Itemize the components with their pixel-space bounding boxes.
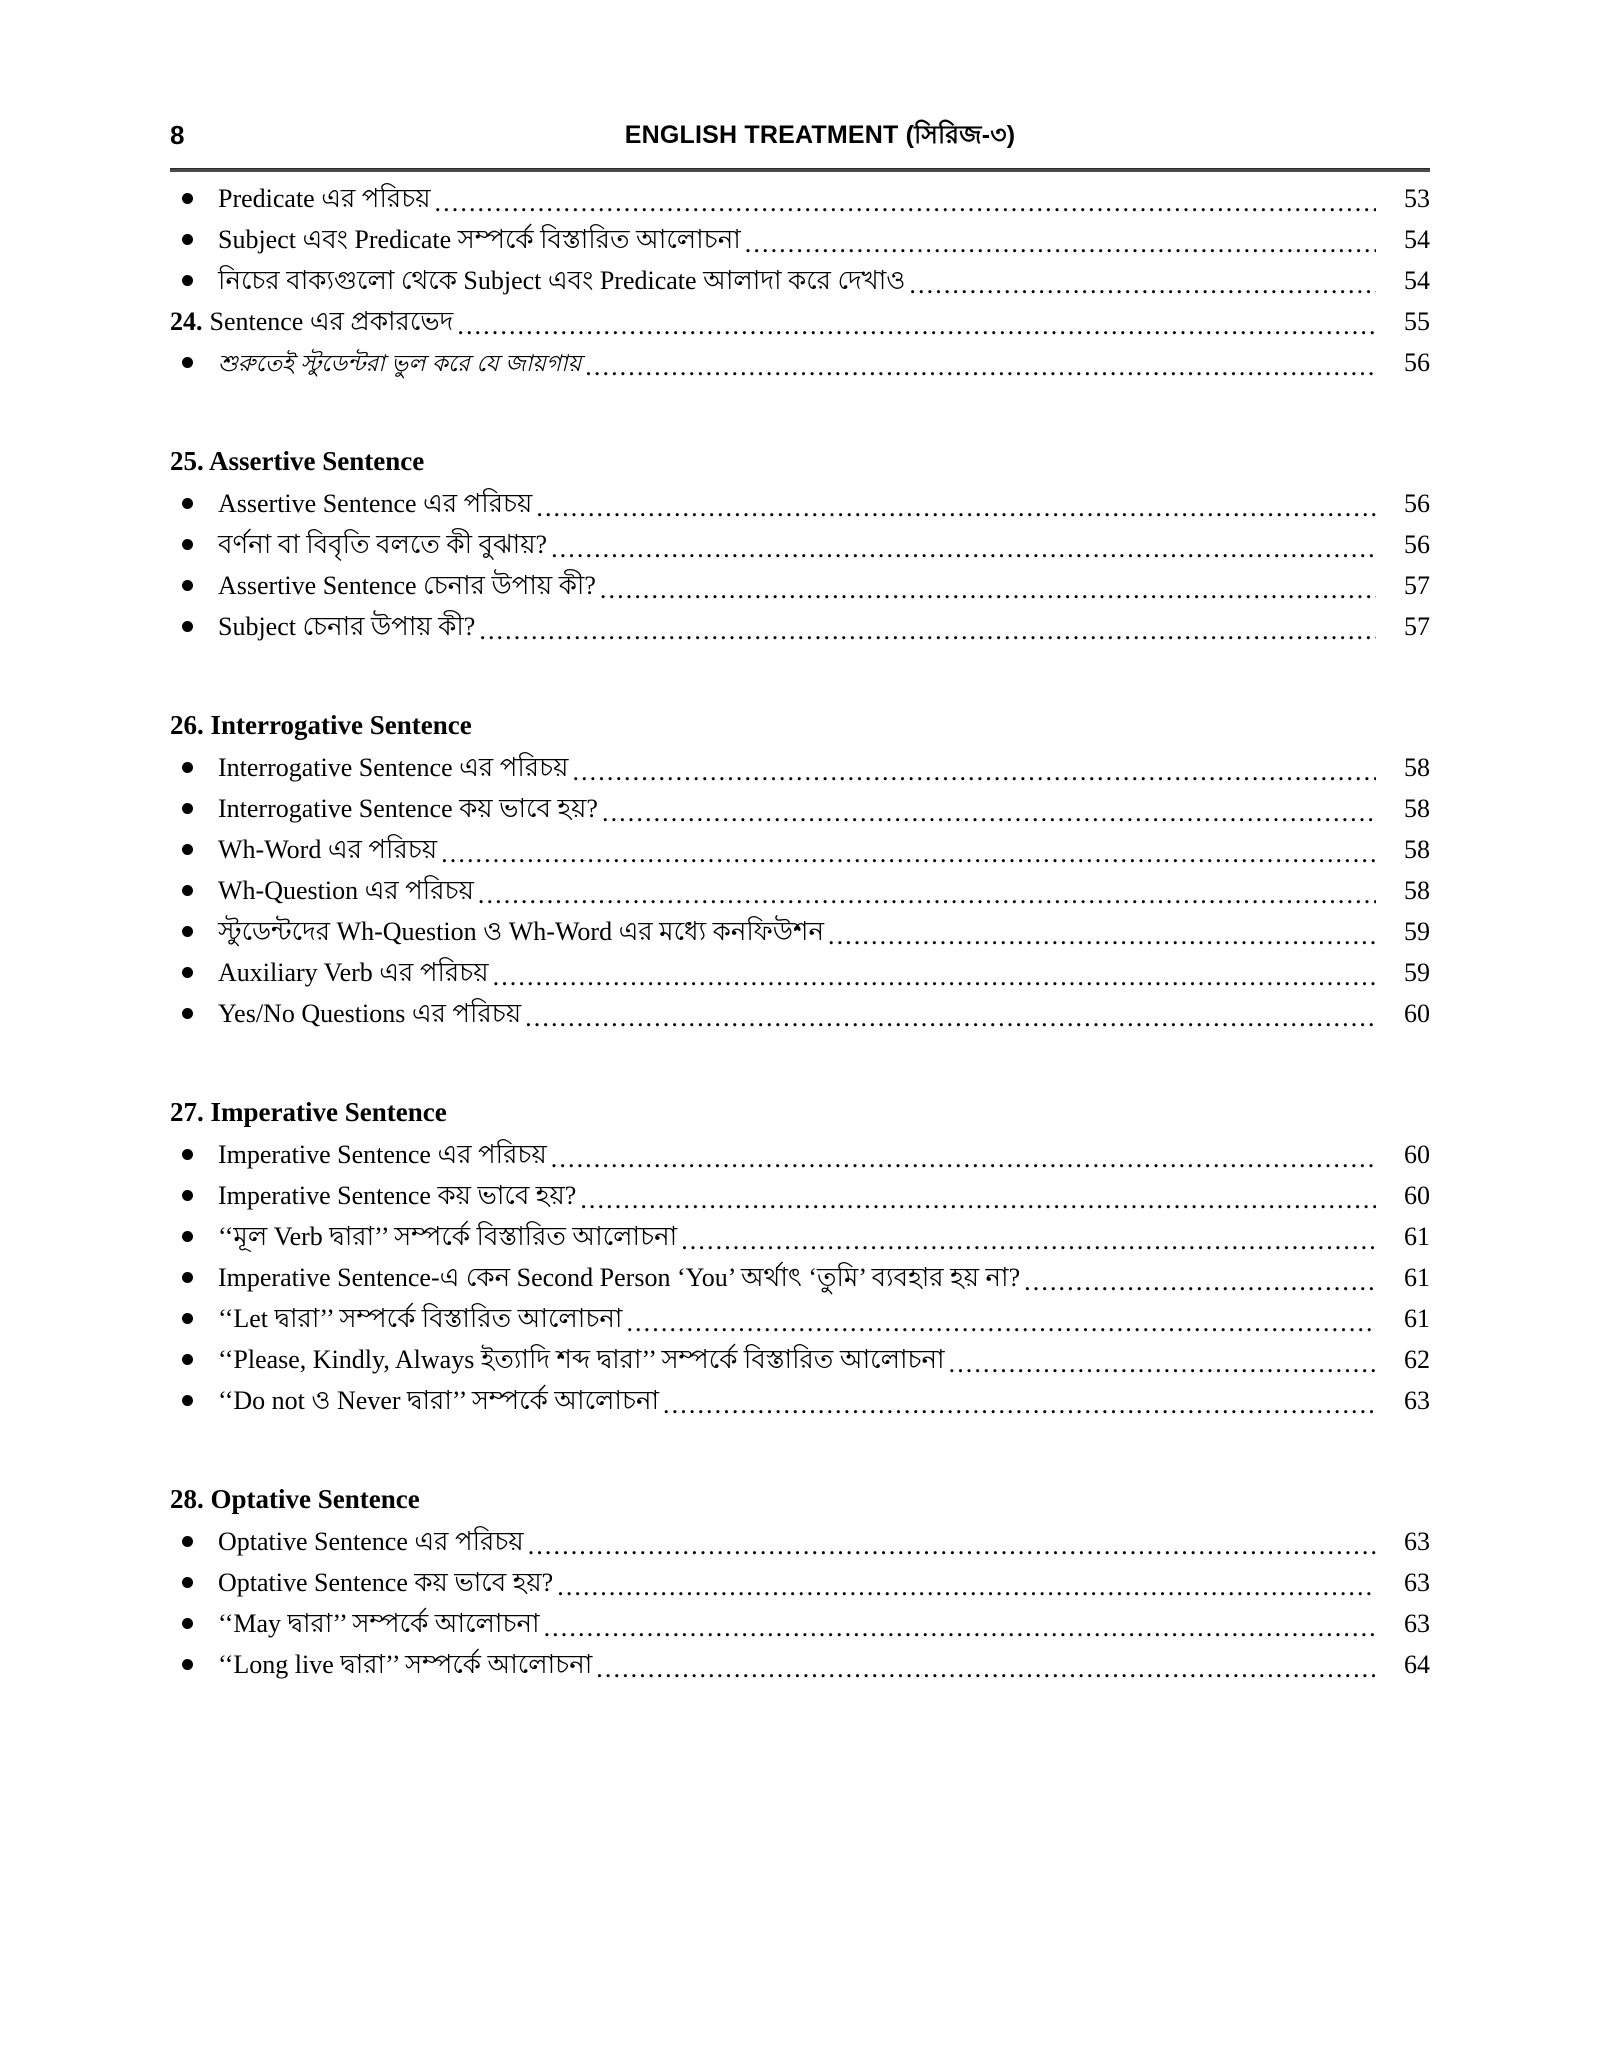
dot-leader <box>525 1002 1376 1028</box>
toc-entry-page-number: 61 <box>1404 1263 1430 1292</box>
bullet-dot-icon <box>170 1386 218 1416</box>
toc-section-heading: 28. Optative Sentence <box>170 1484 420 1514</box>
spacer <box>170 1515 1430 1527</box>
toc-entry[interactable] <box>218 612 1430 642</box>
dot-leader <box>828 920 1376 946</box>
toc-bullet-item[interactable] <box>170 1304 1430 1334</box>
toc-bullet-body <box>218 1386 1430 1416</box>
toc-entry-label: Imperative Sentence এর পরিচয় <box>218 1140 547 1169</box>
dot-leader <box>493 961 1376 987</box>
toc-bullet-item[interactable] <box>170 1609 1430 1639</box>
toc-entry-page-number: 57 <box>1404 612 1430 641</box>
toc-bullet-body <box>218 1140 1430 1170</box>
toc-entry-label: Predicate এর পরিচয় <box>218 184 431 213</box>
toc-bullet-item[interactable] <box>170 958 1430 988</box>
toc-entry[interactable] <box>218 184 1430 214</box>
bullet-dot-icon <box>170 1609 218 1639</box>
toc-entry-label: Assertive Sentence চেনার উপায় কী? <box>218 571 596 600</box>
toc-entry[interactable] <box>218 225 1430 255</box>
dot-leader <box>551 1143 1376 1169</box>
toc-bullet-body <box>218 794 1430 824</box>
toc-entry-page-number: 53 <box>1404 184 1430 213</box>
dot-leader <box>551 533 1376 559</box>
toc-entry-page-number: 63 <box>1404 1609 1430 1638</box>
toc-bullet-body <box>218 266 1430 296</box>
toc-entry-label: Imperative Sentence কয় ভাবে হয়? <box>218 1181 577 1210</box>
toc-bullet-body <box>218 1609 1430 1639</box>
dot-leader <box>596 1653 1376 1679</box>
toc-entry-label: নিচের বাক্যগুলো থেকে Subject এবং Predicate আলাদা করে দেখাও <box>218 266 906 295</box>
toc-entry-label: Interrogative Sentence কয় ভাবে হয়? <box>218 794 598 823</box>
toc-entry-page-number: 62 <box>1404 1345 1430 1374</box>
dot-leader <box>909 269 1376 295</box>
toc-bullet-body <box>218 999 1430 1029</box>
toc-numbered-body <box>210 307 1431 337</box>
toc-bullet-body <box>218 876 1430 906</box>
toc-entry-page-number: 59 <box>1404 958 1430 987</box>
bullet-dot-icon <box>170 1527 218 1557</box>
bullet-dot-icon <box>170 1140 218 1170</box>
toc-entry[interactable] <box>218 1345 1430 1375</box>
toc-bullet-body <box>218 1345 1430 1375</box>
toc-bullet-item[interactable] <box>170 489 1430 519</box>
toc-bullet-item[interactable] <box>170 876 1430 906</box>
toc-bullet-body <box>218 1222 1430 1252</box>
toc-bullet-body <box>218 612 1430 642</box>
toc-entry[interactable] <box>218 1222 1430 1252</box>
toc-entry[interactable] <box>218 489 1430 519</box>
toc-entry-page-number: 61 <box>1404 1304 1430 1333</box>
toc-bullet-body <box>218 1181 1430 1211</box>
toc-entry-label: Wh-Question এর পরিচয় <box>218 876 474 905</box>
toc-entry-page-number: 57 <box>1404 571 1430 600</box>
toc-entry[interactable] <box>218 917 1430 947</box>
toc-entry-label: ‘‘Let দ্বারা’’ সম্পর্কে বিস্তারিত আলোচনা <box>218 1304 623 1333</box>
toc-entry-label: বর্ণনা বা বিবৃতি বলতে কী বুঝায়? <box>218 530 548 559</box>
bullet-dot-icon <box>170 794 218 824</box>
toc-entry-page-number: 56 <box>1404 348 1430 377</box>
spacer <box>170 172 1430 184</box>
bullet-dot-icon <box>170 1263 218 1293</box>
toc-list <box>170 184 1430 1680</box>
toc-entry-label: Yes/No Questions এর পরিচয় <box>218 999 522 1028</box>
bullet-dot-icon <box>170 571 218 601</box>
toc-entry-label: ‘‘মূল Verb দ্বারা’’ সম্পর্কে বিস্তারিত আলোচনা <box>218 1222 678 1251</box>
toc-entry-page-number: 58 <box>1404 753 1430 782</box>
toc-entry-page-number: 60 <box>1404 1181 1430 1210</box>
section-spacer <box>170 1427 1430 1483</box>
toc-bullet-body <box>218 835 1430 865</box>
bullet-dot-icon <box>170 1345 218 1375</box>
dot-leader <box>557 1571 1376 1597</box>
toc-entry-page-number: 64 <box>1404 1650 1430 1679</box>
bullet-dot-icon <box>170 184 218 214</box>
toc-entry-page-number: 58 <box>1404 876 1430 905</box>
dot-leader <box>681 1225 1376 1251</box>
toc-bullet-item[interactable] <box>170 794 1430 824</box>
toc-entry-label: Auxiliary Verb এর পরিচয় <box>218 958 489 987</box>
bullet-dot-icon <box>170 958 218 988</box>
toc-entry[interactable] <box>218 1386 1430 1416</box>
toc-entry[interactable] <box>210 307 1431 337</box>
toc-bullet-item[interactable] <box>170 184 1430 214</box>
toc-bullet-item[interactable] <box>170 571 1430 601</box>
dot-leader <box>536 492 1376 518</box>
toc-entry-label: Interrogative Sentence এর পরিচয় <box>218 753 569 782</box>
toc-entry[interactable] <box>218 1181 1430 1211</box>
dot-leader <box>544 1612 1376 1638</box>
toc-bullet-item[interactable] <box>170 835 1430 865</box>
toc-bullet-body <box>218 489 1430 519</box>
toc-entry[interactable] <box>218 958 1430 988</box>
bullet-dot-icon <box>170 348 218 378</box>
toc-numbered-entry[interactable] <box>170 307 1430 337</box>
toc-bullet-body <box>218 1304 1430 1334</box>
bullet-dot-icon <box>170 1304 218 1334</box>
toc-bullet-item[interactable] <box>170 1140 1430 1170</box>
toc-entry-page-number: 56 <box>1404 489 1430 518</box>
toc-bullet-body <box>218 348 1430 378</box>
toc-bullet-body <box>218 917 1430 947</box>
toc-entry-label: Optative Sentence এর পরিচয় <box>218 1527 524 1556</box>
toc-bullet-item[interactable] <box>170 530 1430 560</box>
toc-bullet-item[interactable] <box>170 1650 1430 1680</box>
toc-bullet-item[interactable] <box>170 348 1430 378</box>
toc-entry-page-number: 54 <box>1404 225 1430 254</box>
toc-entry[interactable] <box>218 1263 1430 1293</box>
toc-entry-label: ‘‘Long live দ্বারা’’ সম্পর্কে আলোচনা <box>218 1650 593 1679</box>
dot-leader <box>745 228 1376 254</box>
bullet-dot-icon <box>170 917 218 947</box>
toc-entry-page-number: 61 <box>1404 1222 1430 1251</box>
toc-bullet-item[interactable] <box>170 1181 1430 1211</box>
bullet-dot-icon <box>170 835 218 865</box>
toc-bullet-item[interactable] <box>170 753 1430 783</box>
dot-leader <box>580 1184 1376 1210</box>
dot-leader <box>572 756 1376 782</box>
bullet-dot-icon <box>170 753 218 783</box>
toc-entry-label: ‘‘Please, Kindly, Always ইত্যাদি শব্দ দ্বারা’’ সম্পর্কে বিস্তারিত আলোচনা <box>218 1345 945 1374</box>
toc-section-heading: 25. Assertive Sentence <box>170 446 425 476</box>
toc-bullet-body <box>218 225 1430 255</box>
bullet-dot-icon <box>170 530 218 560</box>
dot-leader <box>479 615 1376 641</box>
toc-bullet-body <box>218 1263 1430 1293</box>
dot-leader <box>457 310 1376 336</box>
book-title: ENGLISH TREATMENT (সিরিজ-৩) <box>624 121 1016 149</box>
toc-entry-label: Assertive Sentence এর পরিচয় <box>218 489 533 518</box>
toc-entry[interactable] <box>218 530 1430 560</box>
dot-leader <box>1024 1266 1376 1292</box>
toc-entry-page-number: 59 <box>1404 917 1430 946</box>
toc-entry-label: ‘‘May দ্বারা’’ সম্পর্কে আলোচনা <box>218 1609 540 1638</box>
toc-entry[interactable] <box>218 266 1430 296</box>
spacer <box>170 741 1430 753</box>
toc-bullet-body <box>218 184 1430 214</box>
dot-leader <box>528 1530 1376 1556</box>
toc-bullet-item[interactable] <box>170 999 1430 1029</box>
toc-bullet-body <box>218 530 1430 560</box>
bullet-dot-icon <box>170 612 218 642</box>
toc-bullet-body <box>218 1527 1430 1557</box>
section-spacer <box>170 389 1430 445</box>
toc-entry[interactable] <box>218 1304 1430 1334</box>
toc-bullet-item[interactable] <box>170 612 1430 642</box>
toc-bullet-item[interactable] <box>170 1527 1430 1557</box>
dot-leader <box>441 838 1376 864</box>
toc-entry-label: Sentence এর প্রকারভেদ <box>209 307 454 336</box>
dot-leader <box>949 1348 1376 1374</box>
toc-entry-page-number: 58 <box>1404 835 1430 864</box>
dot-leader <box>435 187 1376 213</box>
toc-bullet-item[interactable] <box>170 225 1430 255</box>
toc-bullet-body <box>218 1650 1430 1680</box>
toc-entry[interactable] <box>218 794 1430 824</box>
bullet-dot-icon <box>170 266 218 296</box>
header-divider-rule <box>170 168 1430 172</box>
toc-entry-label: Subject এবং Predicate সম্পর্কে বিস্তারিত আলোচনা <box>218 225 741 254</box>
section-spacer <box>170 653 1430 709</box>
toc-bullet-item[interactable] <box>170 1386 1430 1416</box>
toc-section-heading: 26. Interrogative Sentence <box>170 710 472 740</box>
dot-leader <box>663 1389 1376 1415</box>
toc-bullet-body <box>218 958 1430 988</box>
dot-leader <box>478 879 1376 905</box>
toc-bullet-body <box>218 571 1430 601</box>
toc-bullet-body <box>218 753 1430 783</box>
toc-bullet-item[interactable] <box>170 1222 1430 1252</box>
toc-entry[interactable] <box>218 1609 1430 1639</box>
toc-entry[interactable] <box>218 753 1430 783</box>
toc-section-heading: 27. Imperative Sentence <box>170 1097 447 1127</box>
toc-bullet-item[interactable] <box>170 266 1430 296</box>
bullet-dot-icon <box>170 999 218 1029</box>
dot-leader <box>585 351 1376 377</box>
toc-entry[interactable] <box>218 348 1430 378</box>
toc-bullet-item[interactable] <box>170 1345 1430 1375</box>
toc-entry[interactable] <box>218 999 1430 1029</box>
running-header <box>170 118 1430 166</box>
toc-entry-label: স্টুডেন্টদের Wh-Question ও Wh-Word এর মধ্যে কনফিউশন <box>218 917 824 946</box>
dot-leader <box>626 1307 1376 1333</box>
bullet-dot-icon <box>170 1181 218 1211</box>
toc-entry-label: Optative Sentence কয় ভাবে হয়? <box>218 1568 554 1597</box>
toc-entry-page-number: 54 <box>1404 266 1430 295</box>
toc-entry[interactable] <box>218 1140 1430 1170</box>
toc-entry-label: ‘‘Do not ও Never দ্বারা’’ সম্পর্কে আলোচনা <box>218 1386 660 1415</box>
toc-entry-label: Subject চেনার উপায় কী? <box>218 612 476 641</box>
toc-entry-page-number: 63 <box>1404 1386 1430 1415</box>
toc-entry-label: Imperative Sentence-এ কেন Second Person ‘You’ অর্থাৎ ‘তুমি’ ব্যবহার হয় না? <box>218 1263 1021 1292</box>
spacer <box>170 477 1430 489</box>
bullet-dot-icon <box>170 225 218 255</box>
bullet-dot-icon <box>170 1222 218 1252</box>
toc-entry-page-number: 55 <box>1404 307 1430 336</box>
toc-bullet-item[interactable] <box>170 917 1430 947</box>
toc-entry-page-number: 58 <box>1404 794 1430 823</box>
toc-entry-page-number: 60 <box>1404 999 1430 1028</box>
dot-leader <box>600 574 1376 600</box>
spacer <box>170 1128 1430 1140</box>
section-spacer <box>170 1040 1430 1096</box>
toc-entry-number: 24. <box>170 307 203 336</box>
bullet-dot-icon <box>170 1568 218 1598</box>
toc-entry[interactable] <box>218 1568 1430 1598</box>
toc-entry-label: Wh-Word এর পরিচয় <box>218 835 438 864</box>
toc-entry-page-number: 63 <box>1404 1568 1430 1597</box>
page-number: 8 <box>170 120 185 150</box>
toc-bullet-body <box>218 1568 1430 1598</box>
toc-entry-page-number: 63 <box>1404 1527 1430 1556</box>
bullet-dot-icon <box>170 1650 218 1680</box>
toc-entry[interactable] <box>218 571 1430 601</box>
dot-leader <box>602 797 1376 823</box>
toc-bullet-item[interactable] <box>170 1568 1430 1598</box>
toc-entry-page-number: 56 <box>1404 530 1430 559</box>
toc-entry[interactable] <box>218 1650 1430 1680</box>
toc-content <box>170 118 1430 1691</box>
toc-entry[interactable] <box>218 876 1430 906</box>
toc-bullet-item[interactable] <box>170 1263 1430 1293</box>
toc-entry[interactable] <box>218 1527 1430 1557</box>
toc-entry-page-number: 60 <box>1404 1140 1430 1169</box>
toc-entry[interactable] <box>218 835 1430 865</box>
toc-entry-label: শুরুতেই স্টুডেন্টরা ভুল করে যে জায়গায় <box>218 350 582 376</box>
bullet-dot-icon <box>170 489 218 519</box>
bullet-dot-icon <box>170 876 218 906</box>
